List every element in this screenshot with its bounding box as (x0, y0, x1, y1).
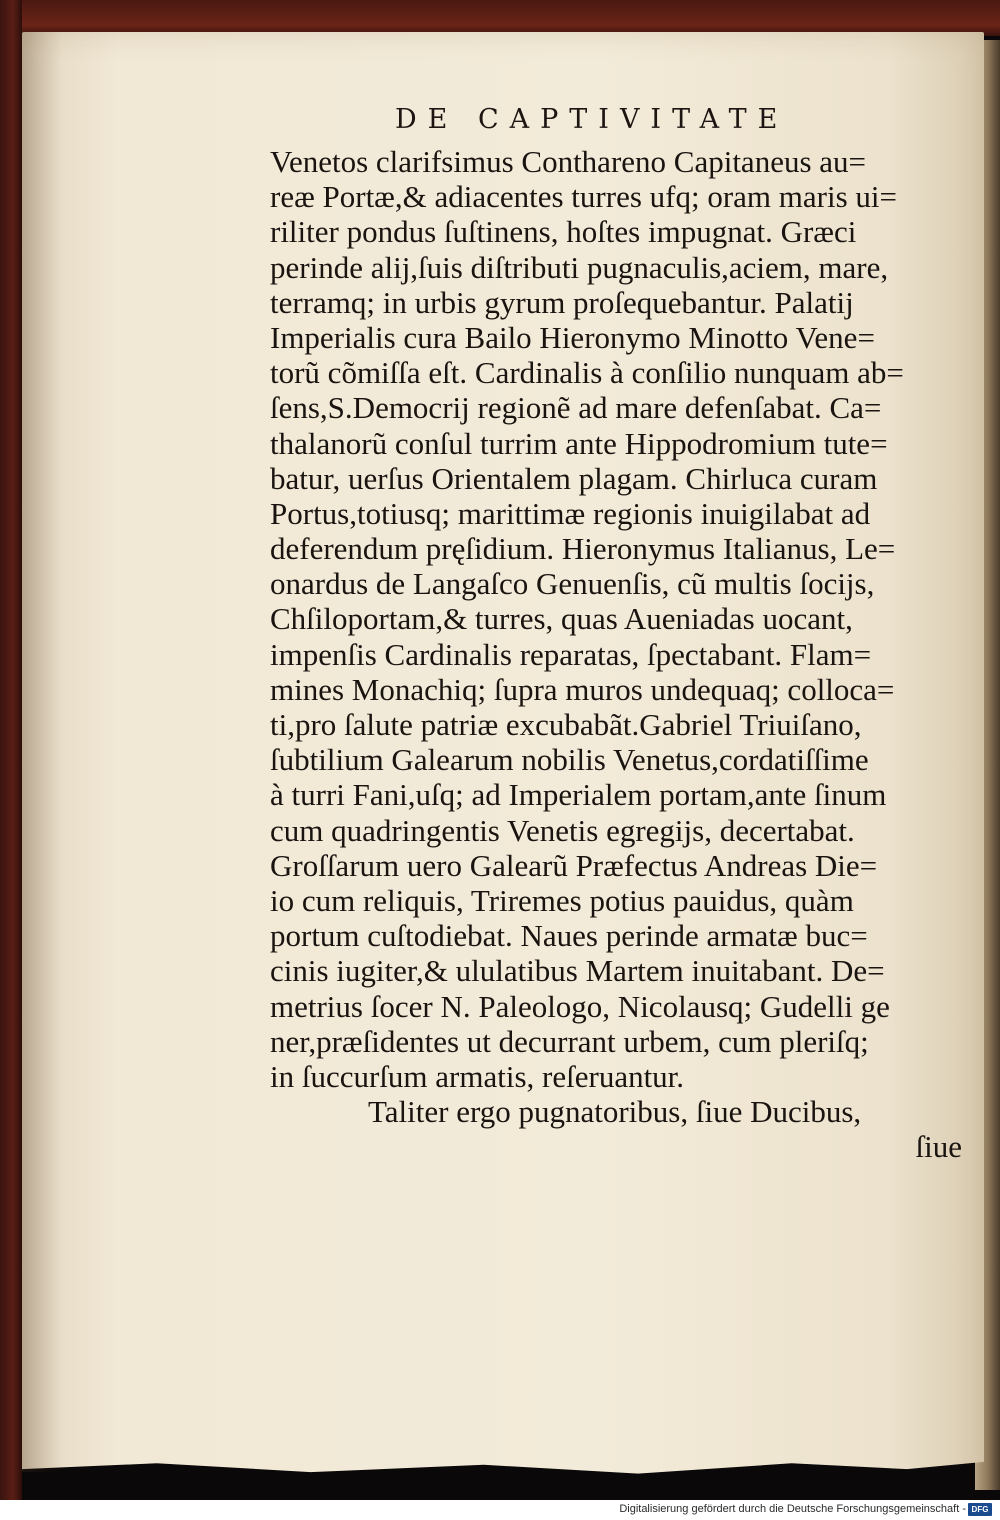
text-line: Groſſarum uero Galearũ Præfectus Andreas Die= (270, 847, 878, 883)
text-line: ſens,S.Democrij regionẽ ad mare defenſabat. Ca= (270, 390, 882, 426)
text-line: thalanorũ conſul turrim ante Hippodromium tute= (270, 425, 888, 461)
text-line: Portus,totiusq; marittimæ regionis inuigilabat ad (270, 495, 871, 531)
dfg-logo-icon: DFG (968, 1503, 992, 1516)
text-line: cum quadringentis Venetis egregijs, decertabat. (270, 812, 855, 848)
body-text (270, 144, 970, 1164)
binding-board-top (0, 0, 1000, 36)
footer-credit: Digitalisierung gefördert durch die Deutsche Forschungsgemeinschaft - (619, 1503, 966, 1515)
text-line: ner,præſidentes ut decurrant urbem, cum pleriſq; (270, 1023, 869, 1059)
gutter-shadow (22, 32, 62, 1472)
text-line: à turri Fani,uſq; ad Imperialem portam,ante ſinum (270, 777, 887, 813)
text-line: ſubtilium Galearum nobilis Venetus,cordatiſſime (270, 742, 869, 778)
text-line: Imperialis cura Bailo Hieronymo Minotto Vene= (270, 319, 875, 355)
text-line: terramq; in urbis gyrum proſequebantur. Palatij (270, 284, 854, 320)
text-line: impenſis Cardinalis reparatas, ſpectabant. Flam= (270, 636, 872, 672)
text-line: riliter pondus ſuſtinens, hoſtes impugnat. Græci (270, 214, 857, 250)
text-line: ti,pro ſalute patriæ excubabãt.Gabriel Triuiſano, (270, 707, 862, 742)
catchword: ſiue (915, 1129, 962, 1165)
text-line: mines Monachiq; ſupra muros undequaq; colloca= (270, 671, 895, 707)
text-line: portum cuſtodiebat. Naues perinde armatæ buc= (270, 918, 868, 954)
running-head: DE CAPTIVITATE (395, 104, 789, 135)
text-line: batur, uerſus Orientalem plagam. Chirluca curam (270, 460, 878, 496)
text-line: Chſiloportam,& turres, quas Aueniadas uocant, (270, 601, 853, 637)
text-line: reæ Portæ,& adiacentes turres ufq; oram maris ui= (270, 179, 897, 215)
text-line: perinde alij,ſuis diſtributi pugnaculis,aciem, mare, (270, 249, 889, 285)
paragraph-start-line: Taliter ergo pugnatoribus, ſiue Ducibus, (368, 1094, 862, 1130)
text-line: onardus de Langaſco Genuenſis, cũ multis ſocijs, (270, 566, 875, 602)
text-line: Venetos clarifsimus Conthareno Capitaneus au= (270, 144, 867, 179)
text-line: cinis iugiter,& ululatibus Martem inuitabant. De= (270, 953, 885, 989)
text-line: in ſuccurſum armatis, reſeruantur. (270, 1058, 685, 1094)
binding-board-left (0, 0, 22, 1520)
text-line: torũ cõmiſſa eſt. Cardinalis à conſilio nunquam ab= (270, 355, 904, 391)
text-line: metrius ſocer N. Paleologo, Nicolausq; Gudelli ge (270, 988, 890, 1024)
text-line: io cum reliquis, Triremes potius pauidus, quàm (270, 882, 854, 918)
text-line: deferendum pręſidium. Hieronymus Italianus, Le= (270, 531, 896, 567)
